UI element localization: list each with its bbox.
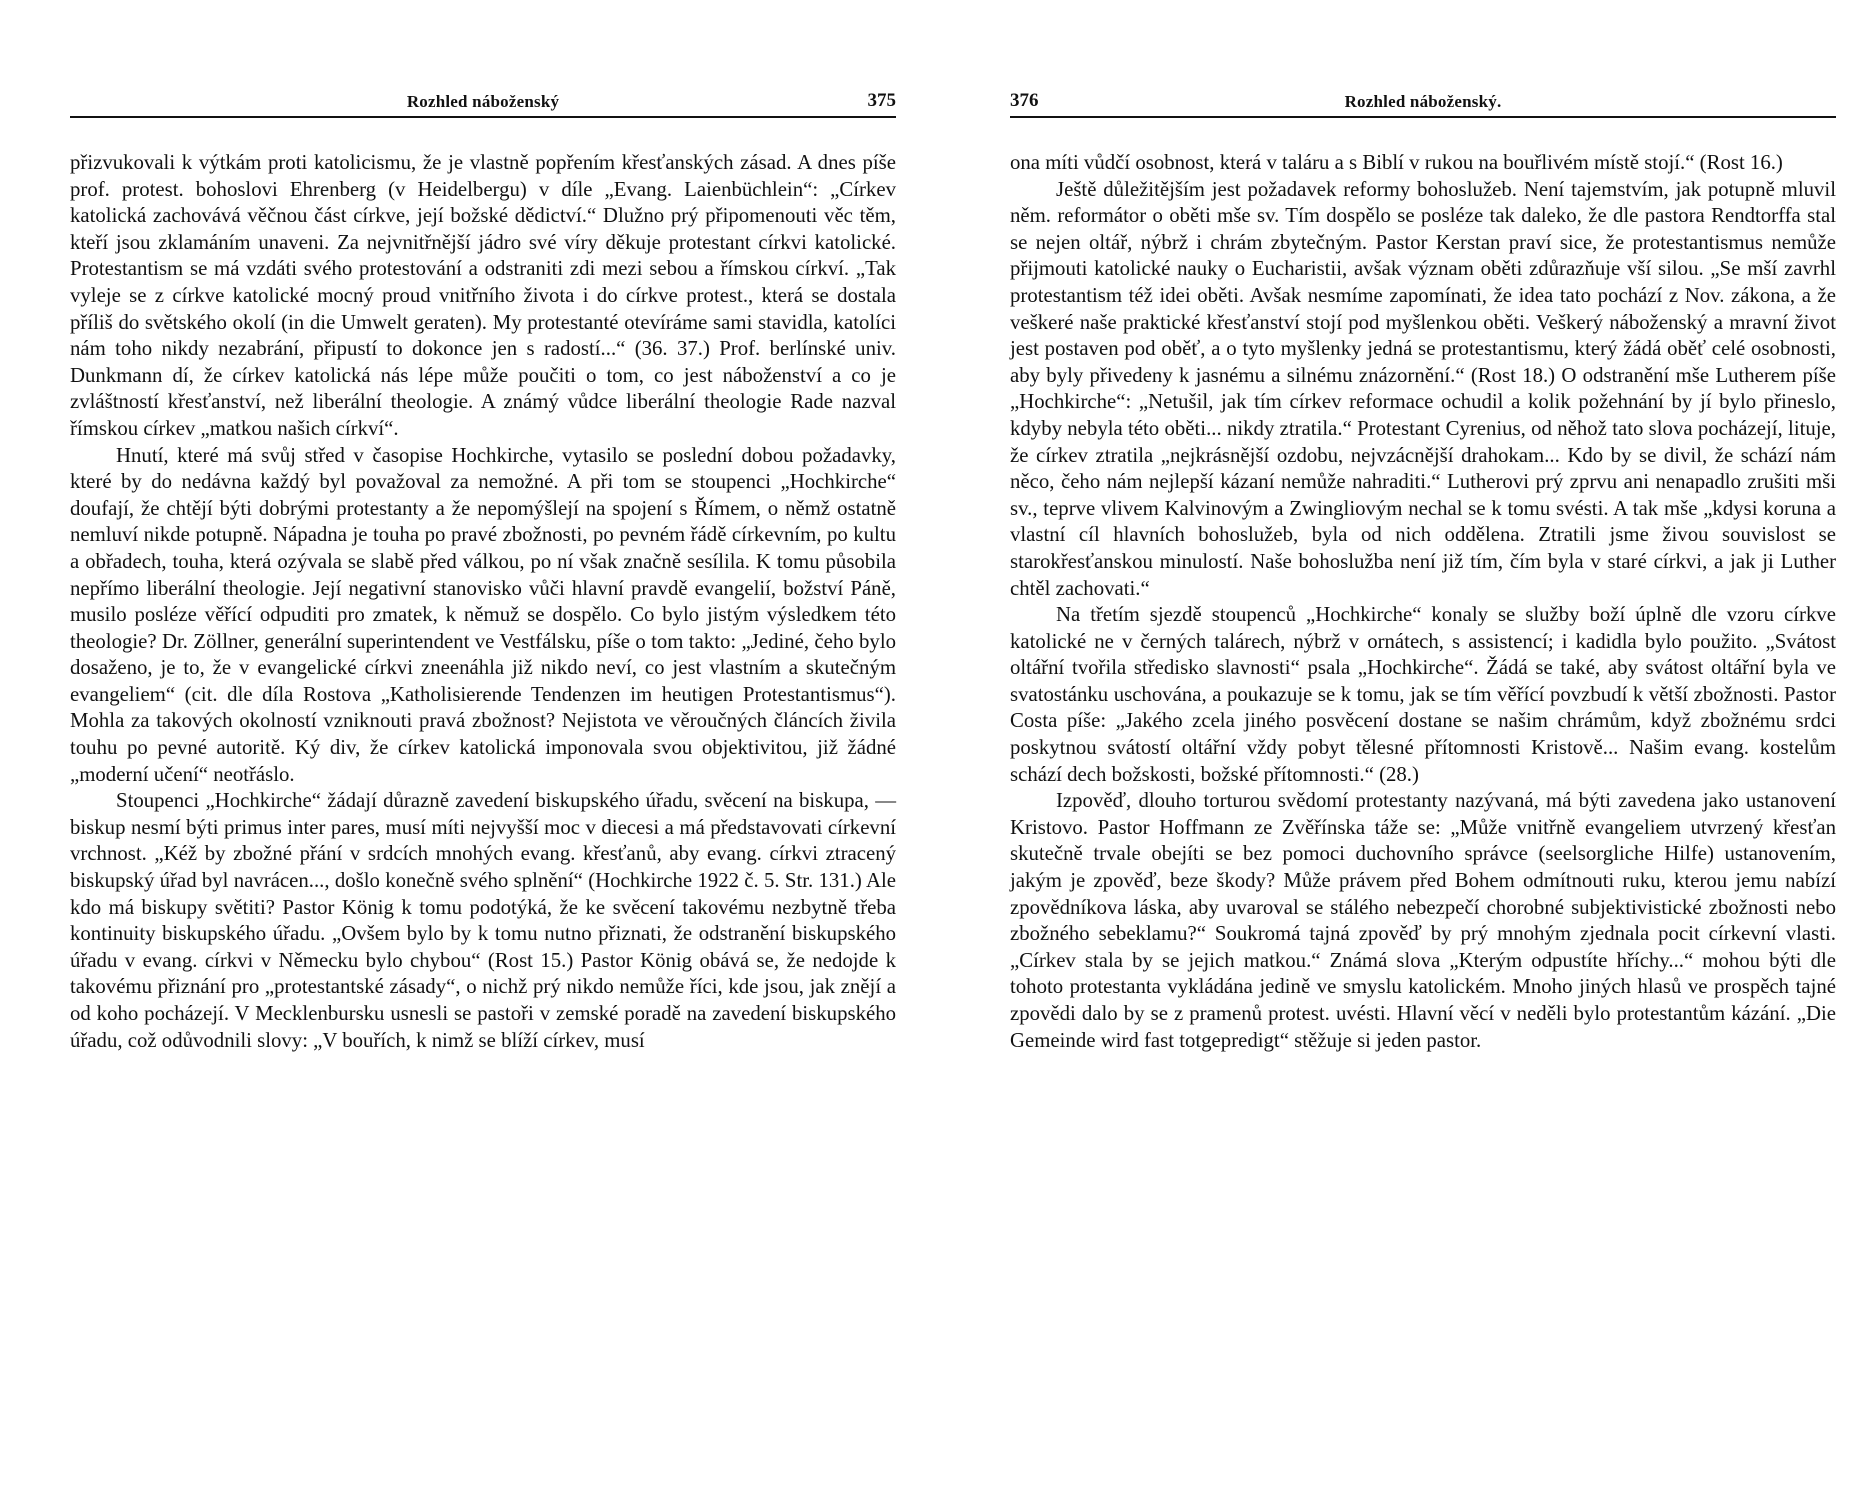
paragraph: Hnutí, které má svůj střed v časopise Hochkirche, vytasilo se poslední dobou požadavky, které by do nedávna každý byl považoval za nemožné. A při tom se stoupenci „Hochkirche“ doufají, že chtějí býti dobrými protestanty a že nepomýšlejí na spojení s Římem, o němž ostatně nemluví nikde potupně. Nápadna je touha po pravé zbožnosti, po pevném řádě církevním, po kultu a obřadech, touha, která ozývala se slabě před válkou, po ní však značně sesílila. K tomu působila nepřímo liberální theologie. Její negativní stanovisko vůči hlavní pravdě evangelií, božství Páně, musilo posléze věřící odpuditi pro zmatek, k němuž se dospělo. Co bylo jistým výsledkem této theologie? Dr. Zöllner, generální superintendent ve Vestfálsku, píše o tom takto: „Jediné, čeho bylo dosaženo, je to, že v evangelické církvi zneenáhla již nikdo neví, co jest vlastním a skutečným evangeliem“ (cit. dle díla Rostova „Katholisierende Tendenzen im heutigen Protestantismus“). Mohla za takových okolností vzniknouti pravá zbožnost? Nejistota ve věroučných článcích živila touhu po pevné autoritě. Ký div, že církev katolická imponovala svou objektivitou, již žádné „moderní učení“ neotřáslo.: [70, 443, 896, 786]
running-head-title: Rozhled náboženský.: [1344, 92, 1502, 111]
running-head: [70, 90, 896, 118]
running-head-title: Rozhled náboženský: [406, 92, 560, 111]
page-number: 375: [867, 90, 896, 111]
right-page: [1010, 0, 1836, 1501]
paragraph: Stoupenci „Hochkirche“ žádají důrazně zavedení biskupského úřadu, svěcení na biskupa, — biskup nesmí býti primus inter pares, musí míti nejvyšší moc v diecesi a má představovati církevní vrchnost. „Kéž by zbožné přání v srdcích mnohých evang. křesťanů, aby evang. církvi ztracený biskupský úřad byl navrácen..., došlo konečně svého splnění“ (Hochkirche 1922 č. 5. Str. 131.) Ale kdo má biskupy světiti? Pastor König k tomu podotýká, že ke svěcení takovému nezbytně třeba kontinuity biskupského úřadu. „Ovšem bylo by k tomu nutno přiznati, že odstranění biskupského úřadu v evang. církvi v Německu bylo chybou“ (Rost 15.) Pastor König obává se, že nedojde k takovému přiznání pro „protestantské zásady“, o nichž prý nikdo nemůže říci, kde jsou, jak znějí a od koho pocházejí. V Mecklenbursku usnesli se pastoři v zemské poradě na zavedení biskupského úřadu, což odůvodnili slovy: „V bouřích, k nimž se blíží církev, musí: [70, 789, 896, 1052]
paragraph: Na třetím sjezdě stoupenců „Hochkirche“ konaly se služby boží úplně dle vzoru církve katolické ne v černých talárech, nýbrž v ornátech, s assistencí; i kadidla bylo použito. „Svátost oltářní tvořila středisko slavnosti“ psala „Hochkirche“. Žádá se také, aby svátost oltářní byla ve svatostánku uschována, a poukazuje se k tomu, jak se tím věřící povzbudí k větší zbožnosti. Pastor Costa píše: „Jakého zcela jiného posvěcení dostane se našim chrámům, když zbožnému srdci poskytnou svátostí oltářní vždy pobyt tělesné přítomnosti Kristově... Našim evang. kostelům schází dech božskosti, božské přítomnosti.“ (28.): [1010, 603, 1836, 786]
left-page: [70, 0, 896, 1501]
running-head: [1010, 90, 1836, 118]
paragraph: Ještě důležitějším jest požadavek reformy bohoslužeb. Není tajemstvím, jak potupně mluvil něm. reformátor o oběti mše sv. Tím dospělo se posléze tak daleko, že dle pastora Rendtorffa stal se nejen oltář, nýbrž i chrám zbytečným. Pastor Kerstan praví sice, že protestantismus nemůže přijmouti katolické nauky o Eucharistii, avšak význam oběti zdůrazňuje vší silou. „Se mší zavrhl protestantism též idei oběti. Avšak nesmíme zapomínati, že idea tato pochází z Nov. zákona, a že veškeré naše praktické křesťanství stojí pod myšlenkou oběti. Veškerý náboženský a mravní život jest postaven pod oběť, a o tyto myšlenky jedná se protestantismu, který žádá oběť celé osobnosti, aby byly přivedeny k jasnému a silnému znázornění.“ (Rost 18.) O odstranění mše Lutherem píše „Hochkirche“: „Netušil, jak tím církev reformace ochudil a kolik požehnání by jí bylo přineslo, kdyby nebyla této oběti... nikdy ztratila.“ Protestant Cyrenius, od něhož tato slova pocházejí, lituje, že církev ztratila „nejkrásnější ozdobu, nejvzácnější drahokam... Kdo by se divil, že schází nám něco, čeho nám nejlepší kázaní nemůže nahraditi.“ Lutherovi prý zprvu ani nenapadlo zrušiti mši sv., teprve vlivem Kalvinovým a Zwingliovým nechal se k tomu svésti. A tak mše „kdysi koruna a vlastní cíl hlavních bohoslužeb, byla od nich oddělena. Ztratili jsme živou souvislost se starokřesťanskou minulostí. Naše bohoslužba není již tím, čím byla v staré církvi, a jak ji Luther chtěl zachovati.“: [1010, 177, 1836, 600]
page-body: [1010, 150, 1836, 1054]
page-number: 376: [1010, 90, 1039, 111]
paragraph: přizvukovali k výtkám proti katolicismu, že je vlastně popřením křesťanských zásad. A dnes píše prof. protest. bohoslovi Ehrenberg (v Heidelbergu) v díle „Evang. Laienbüchlein“: „Církev katolická zachovává věčnou část církve, její božské dědictví.“ Dlužno prý připomenouti věc těm, kteří jsou zklamáním unaveni. Za nejvnitřnější jádro své víry děkuje protestant církvi katolické. Protestantism se má vzdáti svého protestování a odstraniti zdi mezi sebou a římskou církví. „Tak vyleje se z církve katolické mocný proud vnitřního života i do církve protest., která se dostala příliš do světského okolí (in die Umwelt geraten). My protestanté otevíráme sami stavidla, katolíci nám toho nikdy nezabrání, připustí to dokonce jen s radostí...“ (36. 37.) Prof. berlínské univ. Dunkmann dí, že církev katolická nás lépe může poučiti o tom, co jest náboženství a co je zvláštností křesťanství, než liberální theologie. A známý vůdce liberální theologie Rade nazval římskou církev „matkou našich církví“.: [70, 151, 896, 440]
page-body: [70, 150, 896, 1054]
paragraph: ona míti vůdčí osobnost, která v taláru a s Biblí v rukou na bouřlivém místě stojí.“ (Rost 16.): [1010, 151, 1783, 174]
paragraph: Izpověď, dlouho torturou svědomí protestanty nazývaná, má býti zavedena jako ustanovení Kristovo. Pastor Hoffmann ze Zvěřínska táže se: „Může vnitřně evangeliem utvrzený křesťan skutečně trvale obejíti se bez pomoci duchovního správce (seelsorgliche Hilfe) ustanovením, jakým je zpověď, beze škody? Může právem před Bohem odmítnouti ruku, kterou jemu nabízí zpovědníkova láska, aby uvaroval se stálého nebezpečí chorobné subjektivistické zbožnosti nebo zbožného sebeklamu?“ Soukromá tajná zpověď by prý mnohým zjednala pocit církevní vlasti. „Církev stala by se jejich matkou.“ Známá slova „Kterým odpustíte hříchy...“ mohou býti dle tohoto protestanta vykládána jedině ve smyslu katolickém. Mnoho jiných hlasů ve prospěch tajné zpovědi dalo by se z pramenů protest. uvésti. Hlavní věcí v neděli bylo protestantům kázání. „Die Gemeinde wird fast totgepredigt“ stěžuje si jeden pastor.: [1010, 789, 1836, 1052]
